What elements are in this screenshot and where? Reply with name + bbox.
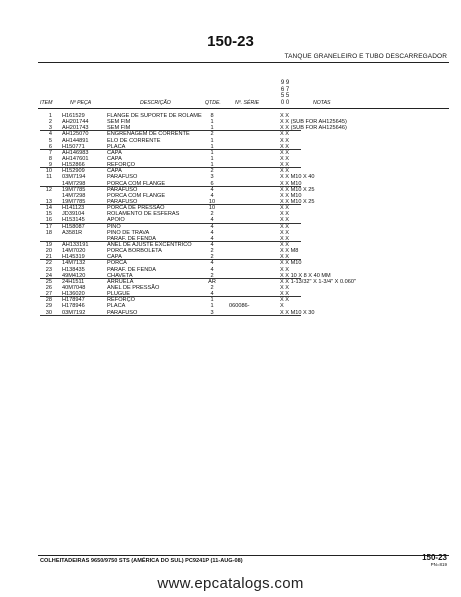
part-description: PORCA BORBOLETA bbox=[107, 248, 162, 255]
part-description: PARAF. DE FENDA bbox=[107, 266, 157, 273]
applicability-notes: X X bbox=[280, 211, 290, 218]
quantity: 4 bbox=[210, 186, 214, 193]
part-number: 14M7298 bbox=[62, 192, 86, 199]
footer-catalog-info: COLHEITADEIRAS 9650/9750 STS (AMÉRICA DO SUL) PC9241P (11-AUG-08) bbox=[40, 558, 243, 564]
part-description: PORCA bbox=[107, 260, 127, 267]
item-number: 3 bbox=[48, 125, 52, 132]
applicability-notes: X X (SUB FOR AH125646) bbox=[280, 125, 347, 132]
part-description: PINO bbox=[107, 223, 121, 230]
part-description: PLUGUE bbox=[107, 291, 131, 298]
applicability-notes: X X 1-13/32" X 1-3/4" X 0.060" bbox=[280, 278, 356, 285]
part-description: PINO DE TRAVA bbox=[107, 229, 150, 236]
part-number: AH133191 bbox=[62, 241, 89, 248]
part-number: H178947 bbox=[62, 297, 85, 304]
quantity: 2 bbox=[210, 272, 214, 279]
item-number: 12 bbox=[45, 186, 52, 193]
quantity: 4 bbox=[210, 229, 214, 236]
part-description: REFORÇO bbox=[107, 297, 135, 304]
footer-divider bbox=[38, 555, 449, 556]
quantity: 2 bbox=[210, 211, 214, 218]
part-description: ENGRENAGEM DE CORRENTE bbox=[107, 131, 190, 138]
footer-code: PN=819 bbox=[430, 562, 447, 567]
item-number: 28 bbox=[45, 297, 52, 304]
part-description: CHAVETA bbox=[107, 272, 133, 279]
item-number: 29 bbox=[45, 303, 52, 310]
item-number: 5 bbox=[48, 137, 52, 144]
part-number: 03M7194 bbox=[62, 174, 86, 181]
quantity: 6 bbox=[210, 180, 214, 187]
applicability-notes: X X bbox=[280, 223, 290, 230]
quantity: 1 bbox=[210, 155, 214, 162]
applicability-notes: X X bbox=[280, 205, 290, 212]
item-number: 4 bbox=[48, 131, 52, 138]
part-number: 03M7192 bbox=[62, 309, 86, 316]
item-number: 23 bbox=[45, 266, 52, 273]
applicability-notes: X X bbox=[280, 143, 290, 150]
quantity: 2 bbox=[210, 168, 214, 175]
applicability-notes: X X bbox=[280, 217, 290, 224]
part-number: 14M7298 bbox=[62, 180, 86, 187]
serial-number: 060086- bbox=[229, 303, 250, 310]
item-number: 19 bbox=[45, 241, 52, 248]
applicability-notes: X X (SUB FOR AH125645) bbox=[280, 119, 347, 126]
column-header-serial: Nº. SÉRIE bbox=[235, 100, 260, 106]
applicability-notes: X X bbox=[280, 155, 290, 162]
quantity: 3 bbox=[210, 174, 214, 181]
part-description: PLACA bbox=[107, 143, 126, 150]
serial-digit-row: 6 7 bbox=[280, 86, 290, 93]
applicability-notes: X X bbox=[280, 235, 290, 242]
applicability-notes: X X 10 X 8 X 40 MM bbox=[280, 272, 331, 279]
column-header-notes: NOTAS bbox=[313, 100, 331, 106]
applicability-notes: X X bbox=[280, 291, 290, 298]
quantity: 1 bbox=[210, 119, 214, 126]
item-number: 26 bbox=[45, 284, 52, 291]
part-number: 24H1511 bbox=[62, 278, 85, 285]
part-number: H150771 bbox=[62, 143, 85, 150]
item-number: 1 bbox=[48, 113, 52, 119]
part-description: FLANGE DE SUPORTE DE ROLAME bbox=[107, 113, 202, 119]
quantity: 2 bbox=[210, 254, 214, 261]
part-number: 49M4120 bbox=[62, 272, 86, 279]
applicability-notes: X X bbox=[280, 254, 290, 261]
part-description: CAPA bbox=[107, 168, 122, 175]
quantity: 1 bbox=[210, 162, 214, 169]
part-number: H136020 bbox=[62, 291, 85, 298]
quantity: 4 bbox=[210, 235, 214, 242]
part-number: H153145 bbox=[62, 217, 85, 224]
item-number: 9 bbox=[48, 162, 52, 169]
applicability-notes: X X bbox=[280, 229, 290, 236]
part-number: AH147601 bbox=[62, 155, 89, 162]
item-number: 2 bbox=[48, 119, 52, 126]
applicability-notes: X X M10 bbox=[280, 180, 302, 187]
part-number: H158087 bbox=[62, 223, 85, 230]
part-description: ELO DE CORRENTE bbox=[107, 137, 161, 144]
title-divider bbox=[38, 62, 449, 63]
item-number: 14 bbox=[45, 205, 52, 212]
serial-digit-row: 9 9 bbox=[280, 80, 290, 86]
footer-page-number: 150-23 bbox=[422, 553, 447, 562]
column-header-quantity: QTDE. bbox=[205, 100, 221, 106]
applicability-notes: X bbox=[280, 303, 284, 310]
quantity: 2 bbox=[210, 248, 214, 255]
part-number: 19M7785 bbox=[62, 186, 86, 193]
applicability-notes: X X bbox=[280, 131, 290, 138]
part-description: PLACA bbox=[107, 303, 126, 310]
quantity: AR bbox=[208, 278, 216, 285]
applicability-notes: X X bbox=[280, 137, 290, 144]
item-number: 24 bbox=[45, 272, 52, 279]
applicability-notes: X X M10 X 40 bbox=[280, 174, 315, 181]
part-description: ANEL DE AJUSTE EXCÊNTRICO bbox=[107, 241, 192, 248]
part-description: PARAFUSO bbox=[107, 174, 138, 181]
quantity: 4 bbox=[210, 192, 214, 199]
item-number: 15 bbox=[45, 211, 52, 218]
applicability-notes: X X bbox=[280, 113, 290, 119]
applicability-notes: X X M10 bbox=[280, 192, 302, 199]
item-number: 11 bbox=[46, 174, 52, 181]
quantity: 4 bbox=[210, 223, 214, 230]
applicability-notes: X X bbox=[280, 162, 290, 169]
part-number: A3581R bbox=[62, 229, 83, 236]
part-number: H145319 bbox=[62, 254, 85, 261]
quantity: 1 bbox=[210, 303, 214, 310]
item-number: 7 bbox=[48, 149, 52, 156]
applicability-notes: X X bbox=[280, 284, 290, 291]
item-number: 22 bbox=[45, 260, 52, 267]
parts-table bbox=[0, 113, 461, 316]
part-number: H178946 bbox=[62, 303, 85, 310]
part-description: PORCA COM FLANGE bbox=[107, 192, 166, 199]
applicability-notes: X X M10 X 25 bbox=[280, 186, 315, 193]
header-divider bbox=[38, 108, 449, 109]
serial-break-digits bbox=[280, 80, 290, 106]
item-number: 17 bbox=[45, 223, 52, 230]
part-number: AH125070 bbox=[62, 131, 89, 138]
part-description: CAPA bbox=[107, 155, 122, 162]
quantity: 2 bbox=[210, 131, 214, 138]
item-number: 20 bbox=[45, 248, 52, 255]
part-description: SEM FIM bbox=[107, 119, 131, 126]
part-number: H152866 bbox=[62, 162, 85, 169]
part-description: PORCA DE PRESSÃO bbox=[107, 205, 165, 212]
item-number: 21 bbox=[45, 254, 52, 261]
part-number: 19M7785 bbox=[62, 198, 86, 205]
part-description: ANEL DE PRESSÃO bbox=[107, 284, 160, 291]
part-description: PARAFUSO bbox=[107, 186, 138, 193]
part-description: PARAF. DE FENDA bbox=[107, 235, 157, 242]
column-header-part: Nº PEÇA bbox=[70, 100, 92, 106]
part-number: AH201743 bbox=[62, 125, 89, 132]
part-number: 40M7048 bbox=[62, 284, 86, 291]
part-description: PARAFUSO bbox=[107, 309, 138, 316]
applicability-notes: X X M10 X 30 bbox=[280, 309, 315, 316]
part-number: H161529 bbox=[62, 113, 85, 119]
part-description: CAPA bbox=[107, 254, 122, 261]
item-number: 18 bbox=[45, 229, 52, 236]
part-description: REFORÇO bbox=[107, 162, 135, 169]
part-description: APOIO bbox=[107, 217, 125, 224]
part-number: 14M7132 bbox=[62, 260, 86, 267]
quantity: 10 bbox=[208, 205, 216, 212]
item-number: 30 bbox=[45, 309, 52, 316]
part-description: PARAFUSO bbox=[107, 198, 138, 205]
applicability-notes: X X M10 X 25 bbox=[280, 198, 315, 205]
applicability-notes: X X bbox=[280, 297, 290, 304]
quantity: 1 bbox=[210, 149, 214, 156]
item-number: 13 bbox=[45, 198, 52, 205]
quantity: 2 bbox=[210, 284, 214, 291]
quantity: 10 bbox=[208, 198, 216, 205]
item-number: 25 bbox=[45, 278, 52, 285]
applicability-notes: X X M8 bbox=[280, 248, 299, 255]
applicability-notes: X X bbox=[280, 266, 290, 273]
section-title: TANQUE GRANELEIRO E TUBO DESCARREGADOR bbox=[284, 53, 447, 60]
part-number: H152909 bbox=[62, 168, 85, 175]
applicability-notes: X X bbox=[280, 241, 290, 248]
quantity: 4 bbox=[210, 241, 214, 248]
part-description: ARRUELA bbox=[107, 278, 134, 285]
item-number: 10 bbox=[45, 168, 52, 175]
page-number: 150-23 bbox=[207, 33, 254, 50]
serial-digit-row: 5 5 bbox=[280, 93, 290, 100]
quantity: 1 bbox=[210, 125, 214, 132]
part-description: CAPA bbox=[107, 149, 122, 156]
table-row bbox=[0, 310, 461, 316]
quantity: 1 bbox=[210, 137, 214, 144]
part-description: ROLAMENTO DE ESFERAS bbox=[107, 211, 180, 218]
part-number: H138435 bbox=[62, 266, 85, 273]
part-number: 14M7020 bbox=[62, 248, 86, 255]
quantity: 4 bbox=[210, 260, 214, 267]
item-number: 8 bbox=[48, 155, 52, 162]
quantity: 4 bbox=[210, 291, 214, 298]
part-description: SEM FIM bbox=[107, 125, 131, 132]
column-header-item: ITEM bbox=[40, 100, 53, 106]
column-header-description: DESCRIÇÃO bbox=[140, 100, 171, 106]
part-number: AH201744 bbox=[62, 119, 89, 126]
part-number: H141123 bbox=[62, 205, 85, 212]
applicability-notes: X X bbox=[280, 168, 290, 175]
quantity: 8 bbox=[210, 113, 214, 119]
quantity: 3 bbox=[210, 309, 214, 316]
serial-digit-row: 0 0 bbox=[280, 99, 290, 106]
applicability-notes: X X M10 bbox=[280, 260, 302, 267]
applicability-notes: X X bbox=[280, 149, 290, 156]
part-number: AH146983 bbox=[62, 149, 89, 156]
watermark-link[interactable]: www.epcatalogs.com bbox=[157, 575, 304, 592]
quantity: 4 bbox=[210, 266, 214, 273]
item-number: 16 bbox=[45, 217, 52, 224]
part-description: PORCA COM FLANGE bbox=[107, 180, 166, 187]
quantity: 4 bbox=[210, 217, 214, 224]
part-number: JD39104 bbox=[62, 211, 85, 218]
item-number: 27 bbox=[45, 291, 52, 298]
quantity: 1 bbox=[210, 143, 214, 150]
part-number: AH144891 bbox=[62, 137, 89, 144]
item-number: 6 bbox=[48, 143, 52, 150]
quantity: 1 bbox=[210, 297, 214, 304]
